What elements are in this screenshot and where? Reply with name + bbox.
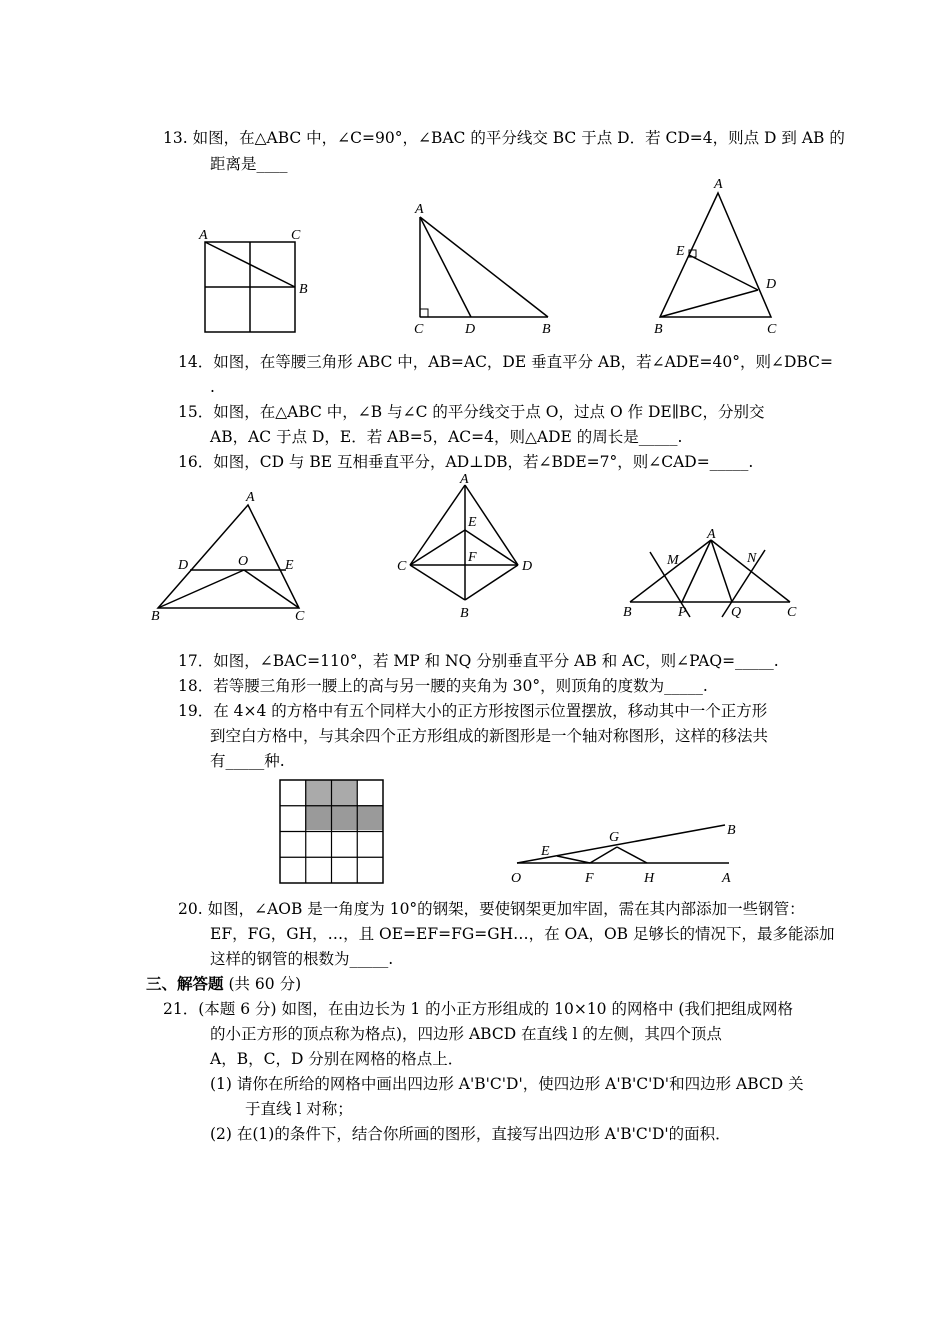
label-O: O	[511, 871, 522, 886]
segment-AQ	[711, 540, 732, 602]
figure-perpendicular-bisectors	[615, 522, 805, 622]
label-A: A	[714, 177, 723, 192]
label-O: O	[238, 554, 249, 569]
q18-line1: 18．若等腰三角形一腰上的高与另一腰的夹角为 30°，则顶角的度数为_____.	[178, 677, 708, 695]
q20-line2: EF，FG，GH，…，且 OE=EF=FG=GH…，在 OA，OB 足够长的情况下，最多能添加	[210, 925, 835, 943]
figure-isosceles-triangle	[648, 170, 798, 340]
q20-line1: 20. 如图，∠AOB 是一角度为 10°的钢架，要使钢架更加牢固，需在其内部添加一些钢管：	[178, 900, 805, 918]
label-F: F	[585, 871, 594, 886]
label-E: E	[541, 844, 550, 859]
label-B: B	[299, 282, 308, 297]
q15-line2: AB，AC 于点 D，E．若 AB=5，AC=4，则△ADE 的周长是_____.	[210, 428, 683, 446]
label-D: D	[178, 558, 189, 573]
q21-sub2: (2) 在(1)的条件下，结合你所画的图形，直接写出四边形 A'B'C'D'的面积．	[210, 1125, 731, 1143]
section3-points: (共 60 分)	[228, 975, 302, 993]
label-C: C	[767, 322, 777, 337]
figure-triangle-DOE	[148, 488, 313, 623]
label-B: B	[542, 322, 551, 337]
section3-heading	[146, 974, 301, 994]
label-A: A	[199, 228, 208, 243]
label-D: D	[766, 277, 777, 292]
label-M: M	[667, 553, 679, 568]
label-A: A	[722, 871, 731, 886]
q16-line1: 16．如图，CD 与 BE 互相垂直平分，AD⊥DB，若∠BDE=7°，则∠CAD=_____.	[178, 453, 754, 471]
q14-line1: 14．如图，在等腰三角形 ABC 中，AB=AC，DE 垂直平分 AB，若∠ADE=40°，则∠DBC=	[178, 353, 833, 371]
figure-steel-frame	[505, 815, 750, 890]
label-B: B	[151, 609, 160, 623]
label-B: B	[727, 823, 736, 838]
label-A: A	[415, 202, 424, 217]
figure-kite	[390, 470, 540, 622]
q15-line1: 15．如图，在△ABC 中，∠B 与∠C 的平分线交于点 O，过点 O 作 DE∥BC，分别交	[178, 403, 765, 421]
q17-line1: 17．如图，∠BAC=110°，若 MP 和 NQ 分别垂直平分 AB 和 AC，则∠PAQ=_____.	[178, 652, 779, 670]
label-A: A	[707, 527, 716, 542]
q21-sub1-line2: 于直线 l 对称；	[245, 1100, 353, 1118]
bisector-AD	[420, 217, 471, 317]
q19-line1: 19．在 4×4 的方格中有五个同样大小的正方形按图示位置摆放，移动其中一个正方形	[178, 702, 768, 720]
q14-line2: .	[210, 378, 215, 396]
label-A: A	[460, 472, 469, 487]
q13-line2: 距离是____	[210, 155, 288, 173]
label-F: F	[468, 550, 477, 565]
label-Q: Q	[731, 605, 742, 620]
label-H: H	[644, 871, 655, 886]
q20-line3: 这样的钢管的根数为_____.	[210, 950, 394, 968]
figure-grid-4x4	[278, 778, 386, 886]
label-C: C	[397, 559, 407, 574]
label-C: C	[291, 228, 301, 243]
q19-line3: 有_____种.	[210, 752, 285, 770]
label-P: P	[678, 605, 687, 620]
label-B: B	[623, 605, 632, 620]
section3-title: 三、解答题	[146, 974, 224, 993]
label-C: C	[414, 322, 424, 337]
segment-AP	[682, 540, 711, 602]
segment-ED	[689, 255, 758, 290]
shaded-squares-middle	[305, 805, 383, 830]
label-E: E	[676, 244, 685, 259]
figure-grid-2x2	[195, 225, 320, 340]
q19-line2: 到空白方格中，与其余四个正方形组成的新图形是一个轴对称图形，这样的移法共	[210, 727, 769, 745]
label-N: N	[747, 551, 757, 566]
segment-BD	[660, 290, 758, 317]
q13-line1: 13. 如图，在△ABC 中，∠C=90°，∠BAC 的平分线交 BC 于点 D．若 CD=4，则点 D 到 AB 的	[163, 129, 845, 147]
label-B: B	[460, 606, 469, 621]
label-G: G	[609, 830, 620, 845]
label-D: D	[465, 322, 476, 337]
label-C: C	[787, 605, 797, 620]
label-C: C	[295, 609, 305, 623]
q21-sub1-line1: (1) 请你在所给的网格中画出四边形 A'B'C'D'，使四边形 A'B'C'D'和四边形 ABCD 关	[210, 1075, 804, 1093]
label-A: A	[246, 490, 255, 505]
label-B: B	[654, 322, 663, 337]
label-E: E	[285, 558, 294, 573]
steel-EF	[557, 856, 590, 863]
figure-right-triangle	[405, 200, 565, 340]
q21-line1: 21．(本题 6 分) 如图，在由边长为 1 的小正方形组成的 10×10 的网格中 (我们把组成网格	[163, 1000, 793, 1018]
q21-line3: A，B，C，D 分别在网格的格点上．	[210, 1050, 464, 1068]
steel-GH	[617, 847, 647, 863]
label-E: E	[468, 515, 477, 530]
q21-line2: 的小正方形的顶点称为格点)，四边形 ABCD 在直线 l 的左侧，其四个顶点	[210, 1025, 722, 1043]
line-NQ	[722, 550, 765, 617]
label-D: D	[522, 559, 533, 574]
